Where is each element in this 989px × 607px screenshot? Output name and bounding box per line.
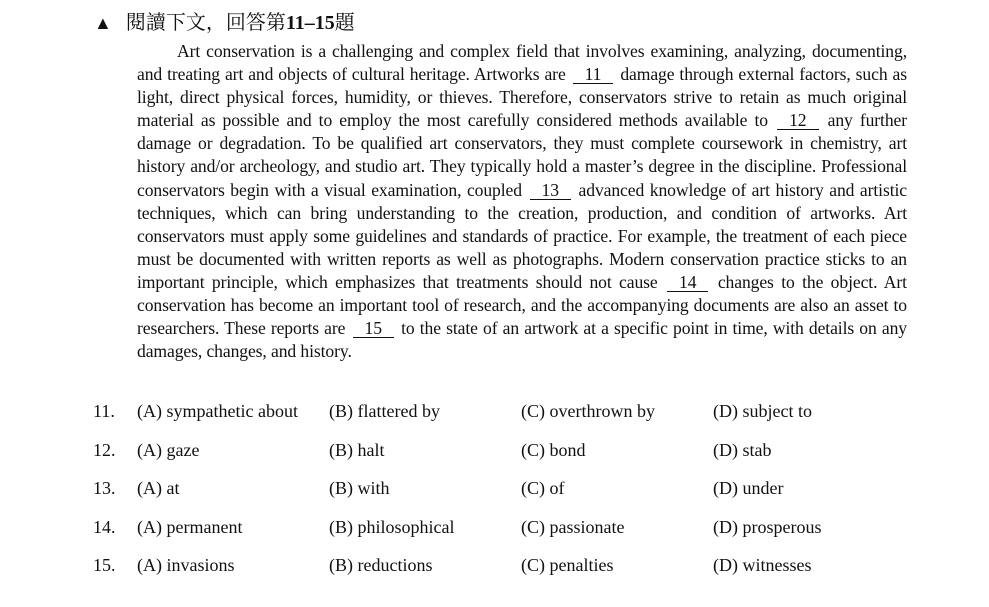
question-list (93, 397, 953, 590)
question-number: 11. (93, 401, 115, 421)
option-d[interactable]: (D) stab (713, 439, 772, 460)
blank-15: 15 (353, 319, 394, 338)
blank-11: 11 (573, 65, 614, 84)
blank-13: 13 (530, 181, 571, 200)
option-d[interactable]: (D) under (713, 478, 784, 498)
blank-14: 14 (667, 273, 708, 292)
passage-segment: advanced knowledge of art history and artistic techniques, which can bring understanding to the creation, production, and condition of artworks. Art conservators must apply some guidelines and standards of practice. For example, the treatment of each piece must be documented with written reports as well as photographs. Modern conservation practice sticks to an important principle, which emphasizes that treatments should not cause (137, 179, 908, 292)
option-a[interactable]: (A) at (137, 478, 180, 498)
question-14 (93, 513, 953, 552)
option-d[interactable]: (D) subject to (713, 401, 812, 421)
option-a[interactable]: (A) permanent (137, 516, 243, 537)
passage-segment: to the state of an artwork at a specific point in time, with details on any damages, changes, and history. (137, 318, 907, 362)
option-b[interactable]: (B) philosophical (329, 516, 455, 537)
option-b[interactable]: (B) halt (329, 439, 385, 460)
option-b[interactable]: (B) with (329, 478, 390, 498)
question-number: 15. (93, 555, 116, 575)
reading-passage (137, 40, 907, 363)
question-number: 12. (93, 439, 116, 460)
blank-12: 12 (777, 111, 818, 130)
option-d[interactable]: (D) witnesses (713, 555, 812, 575)
option-a[interactable]: (A) invasions (137, 555, 235, 575)
question-13 (93, 474, 953, 513)
option-c[interactable]: (C) penalties (521, 555, 614, 575)
passage-segment: any further damage or degradation. To be qualified art conservators, they must complete coursework in chemistry, art history and/or archeology, and studio art. They typically hold a master’s degree in the discipline. Professional conservators begin with a visual examination, coupled (137, 110, 907, 200)
triangle-up-icon: ▲ (94, 13, 112, 33)
question-number: 13. (93, 478, 116, 498)
option-c[interactable]: (C) passionate (521, 516, 625, 537)
option-d[interactable]: (D) prosperous (713, 516, 822, 537)
section-header (94, 9, 355, 37)
question-15 (93, 551, 953, 590)
passage-segment: changes to the object. Art conservation has become an important tool of research, and the accompanying documents are also an asset to researchers. These reports are (137, 271, 907, 339)
question-12 (93, 436, 953, 475)
header-range: 11–15 (285, 12, 335, 34)
question-11 (93, 397, 953, 436)
option-b[interactable]: (B) flattered by (329, 401, 440, 421)
option-a[interactable]: (A) gaze (137, 439, 200, 460)
passage-segment: damage through external factors, such as light, direct physical forces, humidity, or thieves. Therefore, conservators strive to retain as much original material as possible and to employ the most carefully considered methods available to (137, 64, 907, 131)
option-a[interactable]: (A) sympathetic about (137, 401, 298, 421)
option-c[interactable]: (C) bond (521, 439, 586, 460)
header-title: 閱讀下文，回答第11–15題 (125, 12, 355, 34)
passage-segment: Art conservation is a challenging and complex field that involves examining, analyzing, documenting, and treating art and objects of cultural heritage. Artworks are (137, 41, 907, 85)
option-c[interactable]: (C) overthrown by (521, 401, 655, 421)
option-b[interactable]: (B) reductions (329, 555, 433, 575)
option-c[interactable]: (C) of (521, 478, 565, 498)
question-number: 14. (93, 516, 116, 537)
